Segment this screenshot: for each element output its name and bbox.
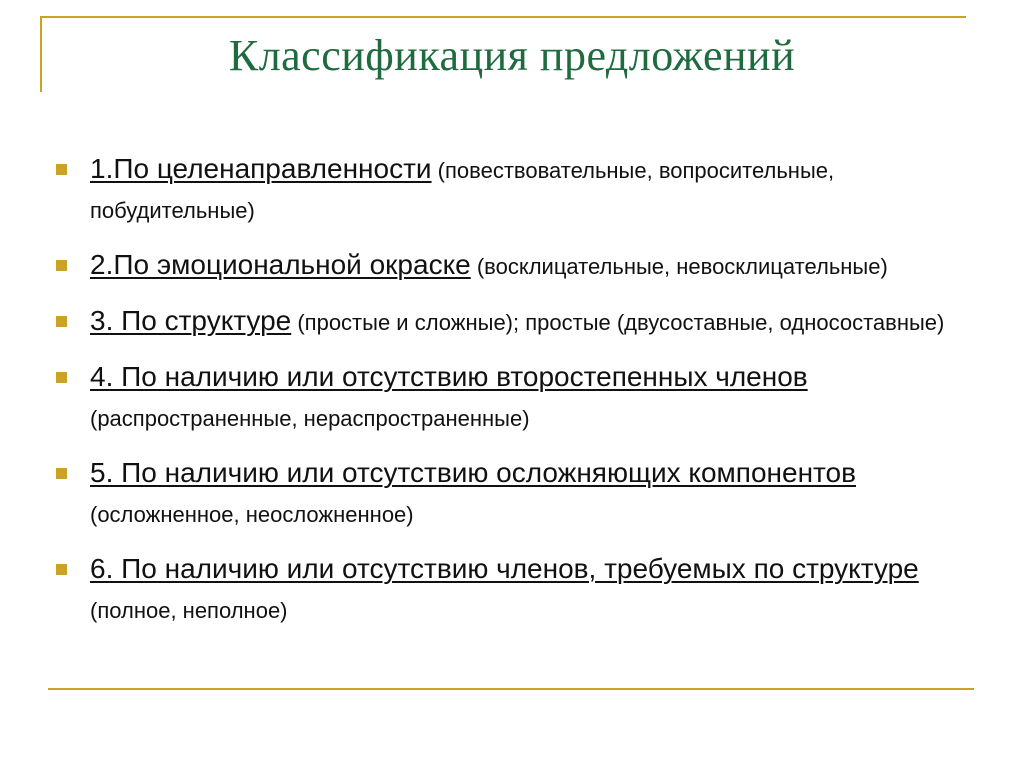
item-details: (повествовательные, вопросительные, побудительные): [90, 158, 835, 223]
square-bullet-icon: [56, 164, 67, 175]
item-heading: 3. По структуре: [90, 305, 292, 336]
list-item: [56, 246, 956, 288]
item-heading: 6. По наличию или отсутствию членов, требуемых по структуре: [90, 553, 919, 584]
list-item: [56, 454, 956, 536]
item-heading: 4. По наличию или отсутствию второстепенных членов: [90, 361, 808, 392]
item-details: (осложненное, неосложненное): [90, 502, 414, 527]
square-bullet-icon: [56, 564, 67, 575]
list-item: [56, 550, 956, 632]
list-item: [56, 302, 956, 344]
item-details: (простые и сложные); простые (двусоставные, односоставные): [291, 310, 945, 335]
item-heading: 2.По эмоциональной окраске: [90, 249, 471, 280]
frame-top-line: [40, 16, 966, 18]
item-details: (восклицательные, невосклицательные): [470, 254, 888, 279]
classification-list: [56, 150, 956, 646]
square-bullet-icon: [56, 316, 67, 327]
list-item: [56, 150, 956, 232]
square-bullet-icon: [56, 372, 67, 383]
list-item: [56, 358, 956, 440]
item-heading: 5. По наличию или отсутствию осложняющих компонентов: [90, 457, 856, 488]
item-details: (полное, неполное): [90, 598, 288, 623]
square-bullet-icon: [56, 260, 67, 271]
slide-title: Классификация предложений: [228, 31, 796, 80]
item-details: (распространенные, нераспространенные): [90, 406, 530, 431]
square-bullet-icon: [56, 468, 67, 479]
frame-bottom-line: [48, 688, 974, 690]
item-heading: 1.По целенаправленности: [90, 153, 432, 184]
